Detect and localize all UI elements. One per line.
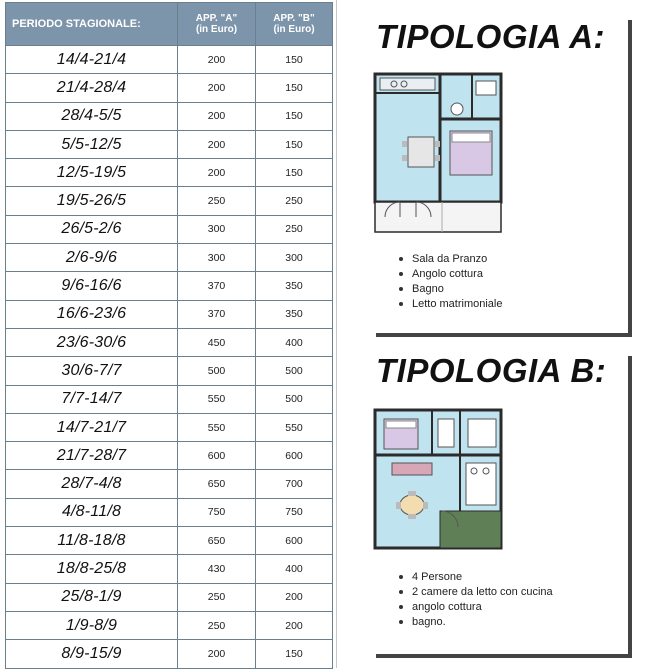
header-app-b-line1: APP. "B" (273, 13, 315, 24)
table-row (6, 272, 333, 300)
table-row (6, 74, 333, 102)
period-cell: 23/6-30/6 (6, 328, 178, 356)
period-cell: 28/4-5/5 (6, 102, 178, 130)
period-cell: 4/8-11/8 (6, 498, 178, 526)
price-table-header (6, 3, 333, 46)
list-item: Bagno (399, 282, 503, 297)
app-b-price-cell: 250 (256, 187, 333, 215)
app-a-price-cell: 200 (178, 74, 256, 102)
app-a-price-cell: 200 (178, 46, 256, 74)
app-b-price-cell: 600 (256, 527, 333, 555)
header-period: PERIODO STAGIONALE: (6, 3, 178, 46)
tipologia-a-card (372, 16, 628, 333)
app-a-price-cell: 250 (178, 583, 256, 611)
app-b-price-cell: 350 (256, 300, 333, 328)
table-row (6, 413, 333, 441)
table-row (6, 328, 333, 356)
period-cell: 5/5-12/5 (6, 130, 178, 158)
app-a-price-cell: 200 (178, 130, 256, 158)
app-b-price-cell: 300 (256, 244, 333, 272)
app-b-price-cell: 550 (256, 413, 333, 441)
period-cell: 14/4-21/4 (6, 46, 178, 74)
table-row (6, 300, 333, 328)
tipologia-a-title: TIPOLOGIA A: (376, 18, 606, 55)
app-a-price-cell: 450 (178, 328, 256, 356)
table-row (6, 130, 333, 158)
table-row (6, 215, 333, 243)
floor-plan-a-image (372, 71, 504, 235)
header-app-b-line2: (in Euro) (273, 24, 315, 35)
header-app-a-line1: APP. "A" (195, 13, 238, 24)
list-item: Angolo cottura (399, 267, 503, 282)
table-row (6, 357, 333, 385)
table-row (6, 555, 333, 583)
period-cell: 9/6-16/6 (6, 272, 178, 300)
table-row (6, 102, 333, 130)
list-item: Sala da Pranzo (399, 252, 503, 267)
period-cell: 19/5-26/5 (6, 187, 178, 215)
table-row (6, 527, 333, 555)
app-b-price-cell: 200 (256, 583, 333, 611)
period-cell: 21/7-28/7 (6, 442, 178, 470)
period-cell: 16/6-23/6 (6, 300, 178, 328)
app-a-price-cell: 650 (178, 527, 256, 555)
app-b-price-cell: 750 (256, 498, 333, 526)
list-item: 2 camere da letto con cucina (399, 585, 553, 600)
tipologia-a-features (399, 252, 503, 312)
header-app-a (178, 3, 256, 46)
header-app-a-line2: (in Euro) (195, 24, 238, 35)
app-b-price-cell: 350 (256, 272, 333, 300)
table-row (6, 640, 333, 668)
app-a-price-cell: 370 (178, 300, 256, 328)
list-item: Letto matrimoniale (399, 297, 503, 312)
app-b-price-cell: 150 (256, 74, 333, 102)
app-b-price-cell: 200 (256, 611, 333, 639)
app-b-price-cell: 500 (256, 357, 333, 385)
app-b-price-cell: 400 (256, 328, 333, 356)
app-a-price-cell: 200 (178, 159, 256, 187)
list-item: angolo cottura (399, 600, 553, 615)
app-a-price-cell: 250 (178, 611, 256, 639)
table-row (6, 470, 333, 498)
app-b-price-cell: 500 (256, 385, 333, 413)
price-table-body (6, 46, 333, 669)
period-cell: 26/5-2/6 (6, 215, 178, 243)
app-b-price-cell: 400 (256, 555, 333, 583)
period-cell: 1/9-8/9 (6, 611, 178, 639)
app-a-price-cell: 550 (178, 385, 256, 413)
floor-plan-b-image (372, 407, 504, 551)
app-a-price-cell: 600 (178, 442, 256, 470)
table-row (6, 187, 333, 215)
app-b-price-cell: 150 (256, 159, 333, 187)
period-cell: 28/7-4/8 (6, 470, 178, 498)
table-row (6, 442, 333, 470)
app-a-price-cell: 200 (178, 640, 256, 668)
table-row (6, 498, 333, 526)
app-a-price-cell: 370 (178, 272, 256, 300)
period-cell: 7/7-14/7 (6, 385, 178, 413)
period-cell: 25/8-1/9 (6, 583, 178, 611)
app-b-price-cell: 150 (256, 102, 333, 130)
app-a-price-cell: 750 (178, 498, 256, 526)
app-a-price-cell: 550 (178, 413, 256, 441)
app-a-price-cell: 300 (178, 244, 256, 272)
table-row (6, 583, 333, 611)
period-cell: 11/8-18/8 (6, 527, 178, 555)
period-cell: 30/6-7/7 (6, 357, 178, 385)
app-a-price-cell: 500 (178, 357, 256, 385)
app-a-price-cell: 300 (178, 215, 256, 243)
app-a-price-cell: 250 (178, 187, 256, 215)
app-a-price-cell: 200 (178, 102, 256, 130)
period-cell: 2/6-9/6 (6, 244, 178, 272)
period-cell: 18/8-25/8 (6, 555, 178, 583)
tipologia-b-card (372, 352, 628, 654)
table-row (6, 46, 333, 74)
list-item: bagno. (399, 615, 553, 630)
table-row (6, 385, 333, 413)
column-divider (336, 0, 337, 668)
period-cell: 8/9-15/9 (6, 640, 178, 668)
app-b-price-cell: 150 (256, 130, 333, 158)
tipologia-b-title: TIPOLOGIA B: (376, 352, 607, 389)
app-b-price-cell: 150 (256, 640, 333, 668)
app-b-price-cell: 600 (256, 442, 333, 470)
app-b-price-cell: 700 (256, 470, 333, 498)
app-a-price-cell: 650 (178, 470, 256, 498)
price-table (5, 2, 333, 669)
app-b-price-cell: 150 (256, 46, 333, 74)
table-row (6, 159, 333, 187)
app-a-price-cell: 430 (178, 555, 256, 583)
period-cell: 21/4-28/4 (6, 74, 178, 102)
period-cell: 14/7-21/7 (6, 413, 178, 441)
table-row (6, 611, 333, 639)
table-row (6, 244, 333, 272)
header-app-b (256, 3, 333, 46)
list-item: 4 Persone (399, 570, 553, 585)
period-cell: 12/5-19/5 (6, 159, 178, 187)
tipologia-b-features (399, 570, 553, 630)
app-b-price-cell: 250 (256, 215, 333, 243)
